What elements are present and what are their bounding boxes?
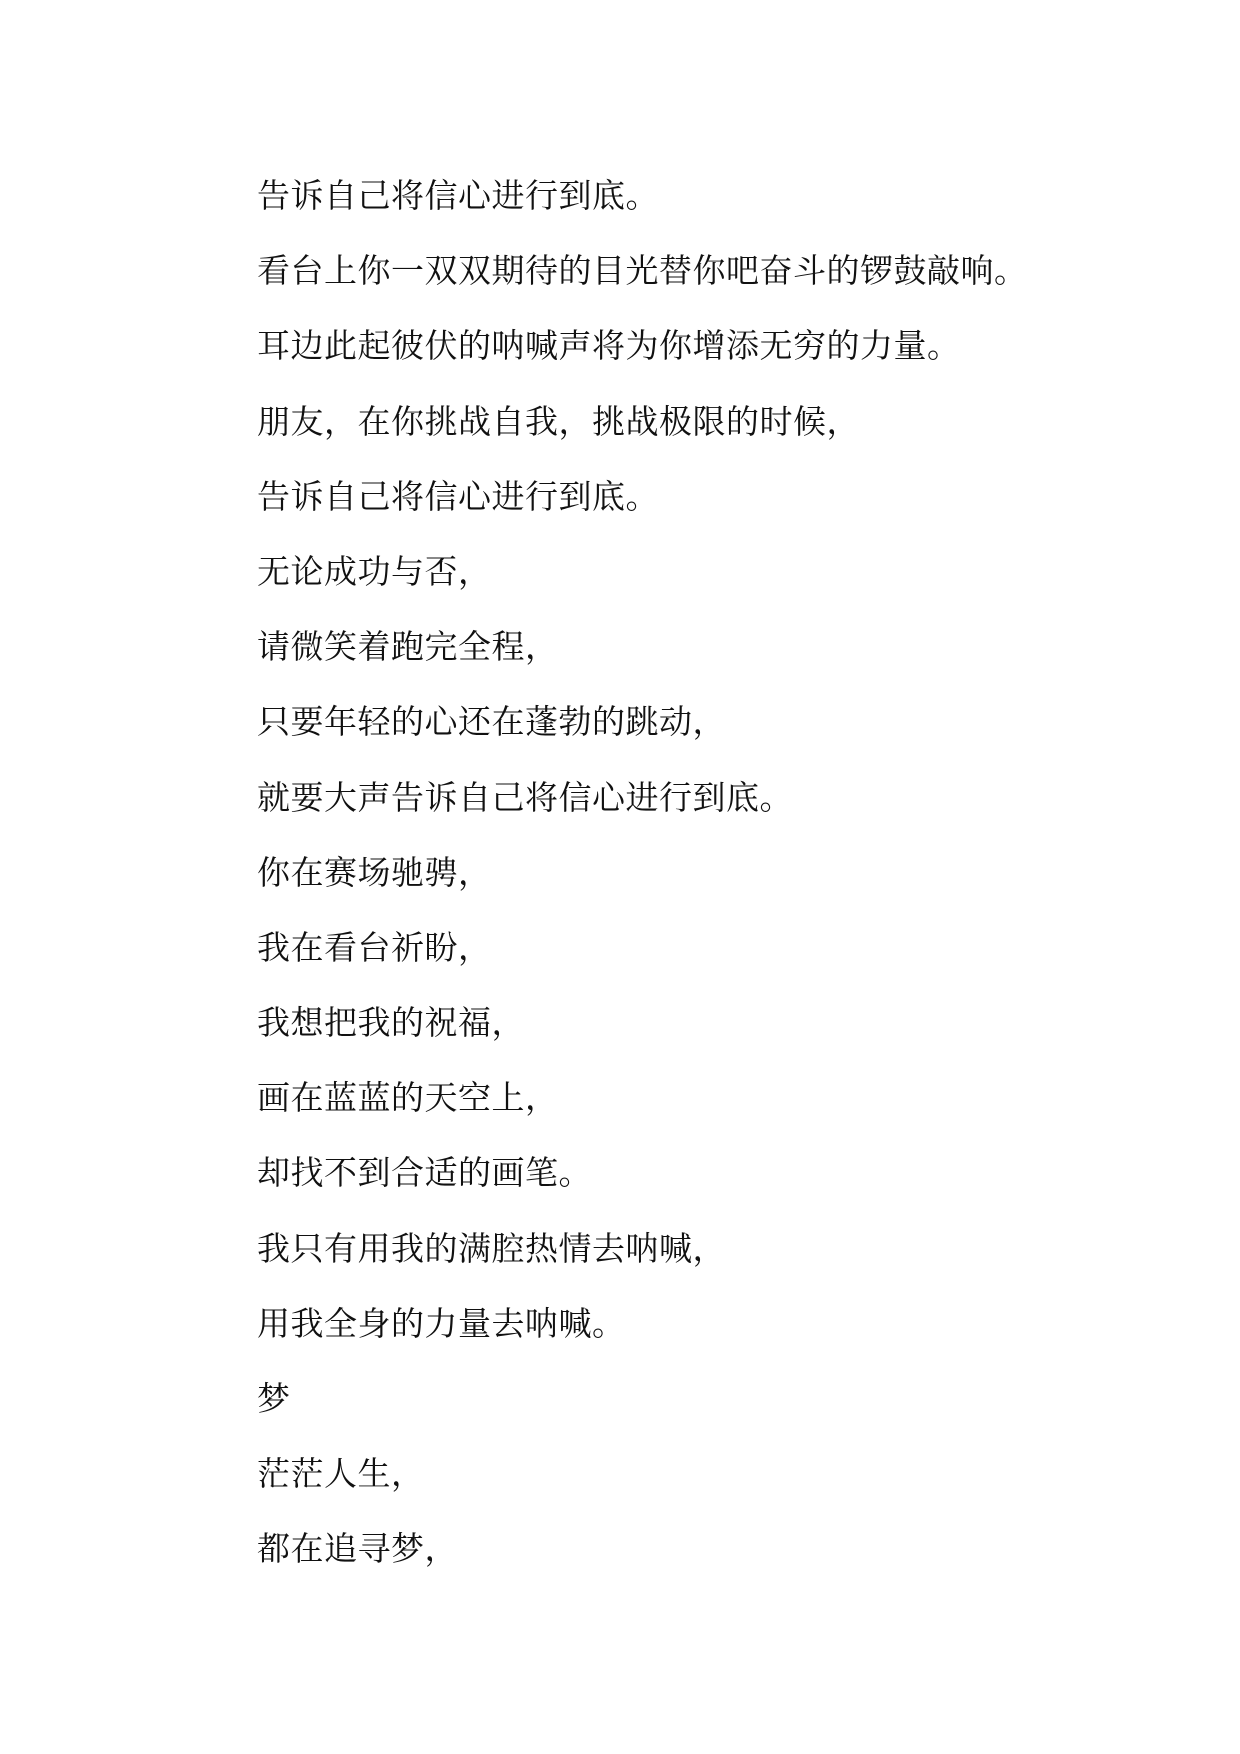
poem-text <box>257 168 1157 1597</box>
section-heading: 梦 <box>257 1379 291 1418</box>
text-line: 我只有用我的满腔热情去呐喊， <box>257 1228 726 1268</box>
text-line: 无论成功与否， <box>257 551 492 591</box>
text-line: 却找不到合适的画笔。 <box>257 1153 592 1193</box>
text-line: 请微笑着跑完全程， <box>257 627 559 667</box>
text-line: 就要大声告诉自己将信心进行到底。 <box>257 777 793 817</box>
text-line: 耳边此起彼伏的呐喊声将为你增添无穷的力量。 <box>257 326 961 366</box>
text-line: 茫茫人生， <box>257 1454 425 1494</box>
text-line: 只要年轻的心还在蓬勃的跳动， <box>257 702 726 742</box>
text-line: 我想把我的祝福， <box>257 1003 525 1043</box>
text-line: 朋友，在你挑战自我，挑战极限的时候， <box>257 401 860 441</box>
text-line: 用我全身的力量去呐喊。 <box>257 1303 626 1343</box>
text-line: 告诉自己将信心进行到底。 <box>257 176 659 215</box>
text-line: 画在蓝蓝的天空上， <box>257 1078 559 1118</box>
text-line: 我在看台祈盼， <box>257 927 492 967</box>
text-line: 看台上你一双双期待的目光替你吧奋斗的锣鼓敲响。 <box>257 251 1028 291</box>
text-line: 你在赛场驰骋， <box>257 852 492 892</box>
text-line: 告诉自己将信心进行到底。 <box>257 476 659 516</box>
text-line: 都在追寻梦， <box>257 1529 458 1569</box>
